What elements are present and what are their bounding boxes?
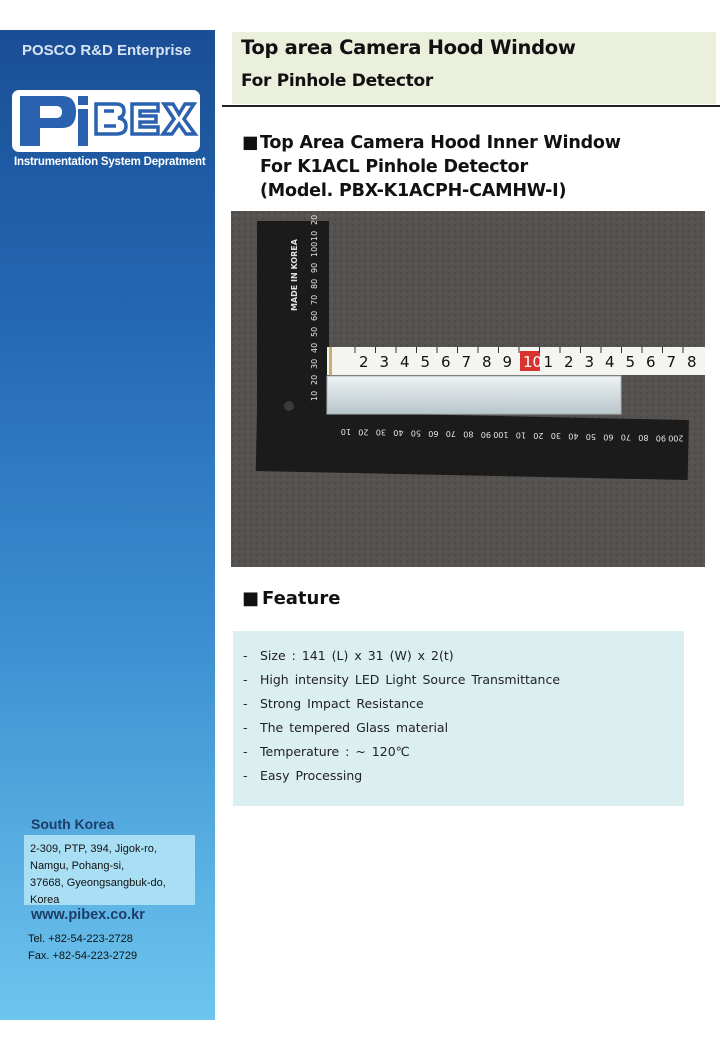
ruler-label: 70 [620,432,631,442]
ruler-label: 5 [625,353,636,371]
product-heading [242,131,621,203]
ruler-label: 8 [687,353,697,371]
address-line: Korea [30,894,60,906]
feature-text: High intensity LED Light Source Transmittance [260,672,561,687]
address-line: 2-309, PTP, 394, Jigok-ro, [30,843,157,855]
ruler-label: 2 [564,353,574,371]
ruler-label: 30 [375,427,386,437]
ruler-label: 3 [584,353,595,371]
ruler-label: 40 [310,342,319,353]
ruler-label: 40 [393,428,404,438]
ruler-label: 30 [310,358,319,369]
ruler-label: 6 [441,353,451,371]
feature-text: The tempered Glass material [260,720,449,735]
ruler-label: 10 [523,353,543,371]
ruler-label: 50 [310,326,319,337]
ruler-label: 90 [310,262,319,273]
feature-list [233,631,684,806]
feature-text: Temperature : ~ 120℃ [260,744,410,759]
feature-text: Size : 141 (L) x 31 (W) x 2(t) [260,648,454,663]
ruler-label: 7 [666,353,677,371]
ruler-label: 70 [310,294,319,305]
ruler-label: 10 [310,230,319,241]
ruler-label: 7 [461,353,472,371]
page-subtitle: For Pinhole Detector [241,71,433,91]
made-in-label: MADE IN KOREA [290,239,299,311]
list-item: - Strong Impact Resistance [243,696,424,711]
ruler-label: 50 [585,431,596,441]
ruler-label: 10 [340,427,351,436]
ruler-label: 80 [463,429,474,439]
ruler-label: 90 [655,433,666,443]
address-block [24,835,195,905]
country-label: South Korea [31,816,115,832]
ruler-label: 60 [310,310,319,321]
feature-text: Strong Impact Resistance [260,696,424,711]
ruler-label: 70 [445,429,456,439]
ruler-label: 20 [533,430,544,440]
ruler-label: 200 [668,433,684,443]
ruler-label: 20 [358,427,369,437]
fax-number: Fax. +82-54-223-2729 [28,950,138,962]
ruler-label: 50 [410,428,421,438]
ruler-label: 20 [310,374,319,385]
ruler-label: 3 [379,353,390,371]
ruler-label: 100 [310,241,319,257]
ruler-label: 40 [568,431,579,441]
ruler-label: 8 [482,353,492,371]
website-link[interactable]: www.pibex.co.kr [31,907,145,923]
phone-number: Tel. +82-54-223-2728 [28,933,133,945]
photo-illustration [231,211,705,567]
ruler-label: 10 [515,430,526,440]
ruler-label: 30 [550,431,561,441]
ruler-label: 100 [493,430,509,440]
ruler-label: 4 [605,353,615,371]
square-horizontal-arm [256,411,689,480]
page-header [232,32,716,104]
ruler-label: 90 [480,429,491,439]
square-bullet-icon: ■ [242,588,260,609]
pibex-logo [12,90,200,152]
address-line: 37668, Gyeongsangbuk-do, [30,877,166,889]
list-item: - The tempered Glass material [243,720,449,735]
page-title: Top area Camera Hood Window [241,36,576,59]
enterprise-name: POSCO R&D Enterprise [22,42,192,59]
feature-heading [242,588,340,609]
ruler-label: 1 [543,353,554,371]
product-photo [231,211,705,567]
ruler-label: 4 [400,353,410,371]
address-line: Namgu, Pohang-si, [30,860,125,872]
list-item: - Size : 141 (L) x 31 (W) x 2(t) [243,648,454,663]
sidebar [0,30,215,1020]
feature-heading-text: Feature [262,588,341,609]
header-divider [222,105,720,107]
ruler-label: 60 [428,428,439,438]
list-item: - High intensity LED Light Source Transmittance [243,672,561,687]
ruler-label: 2 [359,353,369,371]
feature-text: Easy Processing [260,768,363,783]
department-name: Instrumentation System Depratment [14,156,206,168]
logo-icon [12,90,200,152]
product-heading-line: (Model. PBX-K1ACPH-CAMHW-I) [260,181,567,201]
ruler-label: 6 [646,353,656,371]
list-item: - Easy Processing [243,768,363,783]
ruler-label: 80 [638,432,649,442]
ruler-label: 9 [502,353,513,371]
list-item: - Temperature : ~ 120℃ [243,744,410,759]
ruler-label: 60 [603,432,614,442]
square-bullet-icon: ■ [242,133,259,153]
ruler-label: 20 [310,214,319,225]
ruler-label: 10 [310,390,319,401]
product-heading-line: For K1ACL Pinhole Detector [260,157,528,177]
glass-window [327,376,621,414]
ruler-label: 80 [310,278,319,289]
ruler-label: 5 [420,353,431,371]
product-heading-line: Top Area Camera Hood Inner Window [260,133,621,153]
